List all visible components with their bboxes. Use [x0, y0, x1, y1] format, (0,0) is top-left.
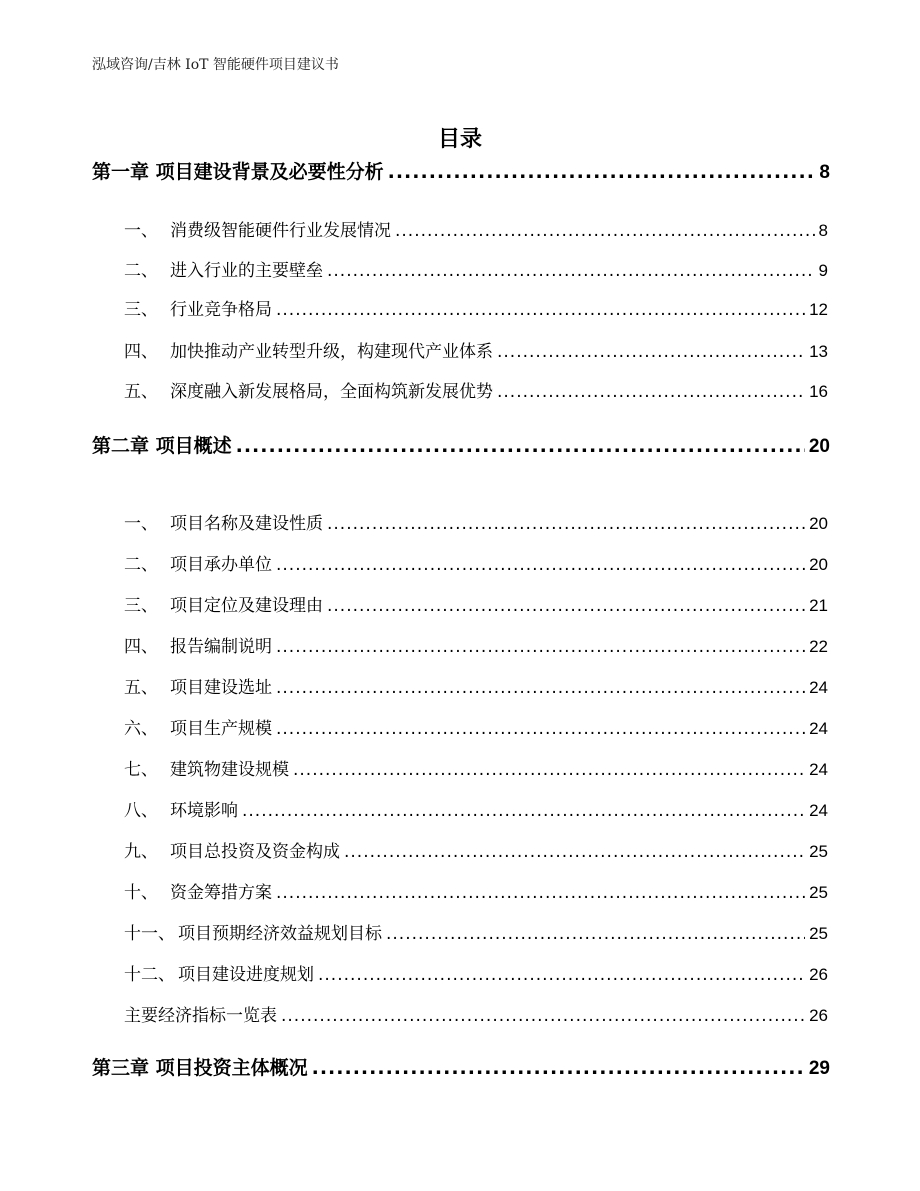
toc-section-entry[interactable]: [124, 921, 828, 947]
page-number: 24: [809, 678, 828, 697]
page-number: 13: [809, 342, 828, 361]
toc-section-entry[interactable]: [124, 757, 828, 783]
running-header: 泓域咨询/吉林 IoT 智能硬件项目建议书: [92, 57, 339, 73]
dot-leader: [327, 258, 815, 284]
page-number: 8: [819, 162, 830, 183]
page-number: 20: [809, 514, 828, 533]
toc-section-entry[interactable]: [124, 339, 828, 365]
page-number: 20: [808, 436, 830, 457]
entry-title: 项目承办单位: [170, 555, 272, 575]
page-number: 8: [818, 221, 828, 240]
section-number: 十一、: [124, 924, 175, 944]
page-number: 24: [809, 719, 828, 738]
page-number: 22: [809, 637, 828, 656]
page-number: 25: [809, 883, 828, 902]
dot-leader: [276, 880, 805, 906]
toc-section-entry[interactable]: [124, 880, 828, 906]
page-number: 12: [809, 300, 828, 319]
toc-section-entry[interactable]: [124, 716, 828, 742]
dot-leader: [318, 962, 805, 988]
entry-title: 加快推动产业转型升级，构建现代产业体系: [170, 342, 493, 362]
toc-section-entry[interactable]: [124, 1003, 828, 1029]
entry-title: 第一章 项目建设背景及必要性分析: [92, 161, 384, 183]
entry-title: 资金筹措方案: [170, 883, 272, 903]
dot-leader: [386, 921, 805, 947]
dot-leader: [497, 379, 805, 405]
section-number: 二、: [124, 261, 158, 281]
page-number: 25: [809, 842, 828, 861]
dot-leader: [293, 757, 805, 783]
section-number: 一、: [124, 514, 158, 534]
section-number: 八、: [124, 801, 158, 821]
dot-leader: [276, 634, 805, 660]
toc-section-entry[interactable]: [124, 593, 828, 619]
toc-chapter-entry[interactable]: [92, 1055, 830, 1081]
section-number: 五、: [124, 678, 158, 698]
dot-leader: [327, 593, 805, 619]
entry-title: 建筑物建设规模: [170, 760, 289, 780]
toc-section-entry[interactable]: [124, 798, 828, 824]
entry-title: 项目总投资及资金构成: [170, 842, 340, 862]
page-number: 25: [809, 924, 828, 943]
entry-title: 消费级智能硬件行业发展情况: [170, 221, 391, 241]
page-number: 24: [809, 760, 828, 779]
page-number: 24: [809, 801, 828, 820]
section-number: 九、: [124, 842, 158, 862]
toc-section-entry[interactable]: [124, 218, 828, 244]
toc-section-entry[interactable]: [124, 839, 828, 865]
page-number: 26: [809, 965, 828, 984]
dot-leader: [312, 1055, 805, 1081]
toc-section-entry[interactable]: [124, 552, 828, 578]
section-number: 一、: [124, 221, 158, 241]
entry-title: 项目名称及建设性质: [170, 514, 323, 534]
toc-section-entry[interactable]: [124, 379, 828, 405]
section-number: 五、: [124, 382, 158, 402]
toc-section-entry[interactable]: [124, 962, 828, 988]
entry-title: 项目建设选址: [170, 678, 272, 698]
page-number: 29: [808, 1058, 830, 1079]
entry-title: 报告编制说明: [170, 637, 272, 657]
dot-leader: [497, 339, 805, 365]
entry-title: 进入行业的主要壁垒: [170, 261, 323, 281]
page-number: 21: [809, 596, 828, 615]
page-number: 16: [809, 382, 828, 401]
entry-title: 项目建设进度规划: [178, 965, 314, 985]
dot-leader: [276, 552, 805, 578]
dot-leader: [327, 511, 805, 537]
section-number: 十、: [124, 883, 158, 903]
section-number: 三、: [124, 596, 158, 616]
section-number: 二、: [124, 555, 158, 575]
section-number: 十二、: [124, 965, 175, 985]
section-number: 四、: [124, 342, 158, 362]
dot-leader: [344, 839, 805, 865]
toc-section-entry[interactable]: [124, 297, 828, 323]
dot-leader: [276, 297, 805, 323]
dot-leader: [281, 1003, 805, 1029]
entry-title: 主要经济指标一览表: [124, 1006, 277, 1026]
section-number: 七、: [124, 760, 158, 780]
toc-section-entry[interactable]: [124, 634, 828, 660]
dot-leader: [395, 218, 815, 244]
toc-chapter-entry[interactable]: [92, 433, 830, 459]
dot-leader: [388, 159, 816, 185]
toc-section-entry[interactable]: [124, 258, 828, 284]
toc-section-entry[interactable]: [124, 675, 828, 701]
page-number: 26: [809, 1006, 828, 1025]
toc-section-entry[interactable]: [124, 511, 828, 537]
entry-title: 行业竞争格局: [170, 300, 272, 320]
page-number: 20: [809, 555, 828, 574]
section-number: 六、: [124, 719, 158, 739]
entry-title: 项目定位及建设理由: [170, 596, 323, 616]
entry-title: 项目预期经济效益规划目标: [178, 924, 382, 944]
section-number: 四、: [124, 637, 158, 657]
dot-leader: [276, 675, 805, 701]
dot-leader: [276, 716, 805, 742]
entry-title: 第二章 项目概述: [92, 435, 232, 457]
section-number: 三、: [124, 300, 158, 320]
entry-title: 环境影响: [170, 801, 238, 821]
dot-leader: [236, 433, 805, 459]
toc-title: 目录: [437, 127, 482, 152]
toc-chapter-entry[interactable]: [92, 159, 830, 185]
entry-title: 第三章 项目投资主体概况: [92, 1057, 308, 1079]
entry-title: 项目生产规模: [170, 719, 272, 739]
page-number: 9: [818, 261, 828, 280]
entry-title: 深度融入新发展格局，全面构筑新发展优势: [170, 382, 493, 402]
dot-leader: [242, 798, 805, 824]
